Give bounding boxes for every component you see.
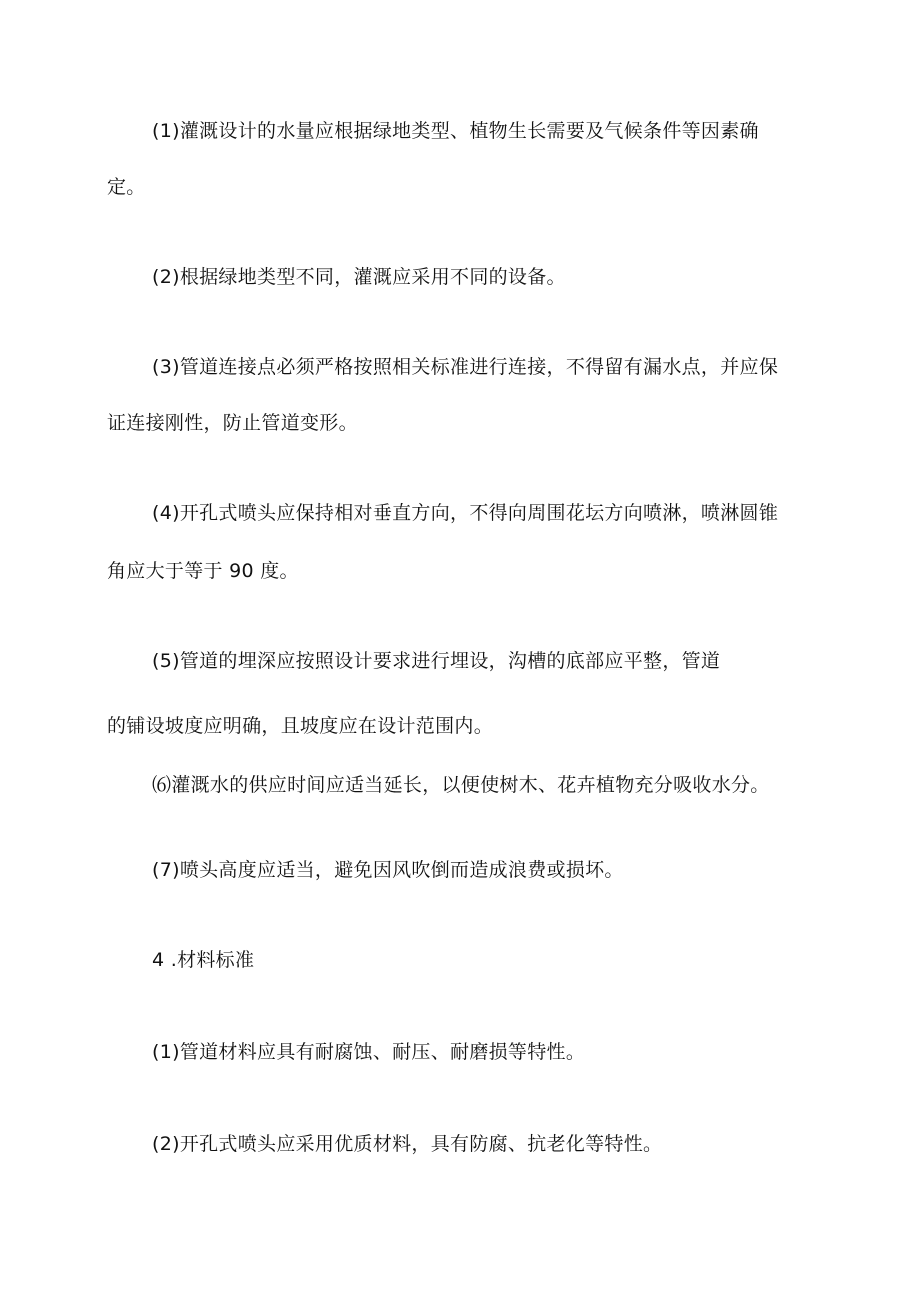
paragraph-6: ⑹灌溉水的供应时间应适当延长，以便使树木、花卉植物充分吸收水分。	[152, 774, 770, 796]
paragraph-4-line-2: 角应大于等于 90 度。	[107, 560, 299, 582]
paragraph-7: (7)喷头高度应适当，避免因风吹倒而造成浪费或损坏。	[152, 859, 624, 881]
paragraph-4-line-1: (4)开孔式喷头应保持相对垂直方向，不得向周围花坛方向喷淋，喷淋圆锥	[152, 502, 779, 524]
material-paragraph-1: (1)管道材料应具有耐腐蚀、耐压、耐磨损等特性。	[152, 1041, 586, 1063]
paragraph-1-line-2: 定。	[107, 176, 146, 198]
paragraph-2: (2)根据绿地类型不同，灌溉应采用不同的设备。	[152, 266, 566, 288]
section-heading: 4 .材料标准	[152, 949, 255, 971]
paragraph-5-line-2: 的铺设坡度应明确，且坡度应在设计范围内。	[107, 715, 494, 737]
material-paragraph-2: (2)开孔式喷头应采用优质材料，具有防腐、抗老化等特性。	[152, 1133, 663, 1155]
paragraph-5-line-1: (5)管道的埋深应按照设计要求进行埋设，沟槽的底部应平整，管道	[152, 650, 721, 672]
paragraph-1-line-1: (1)灌溉设计的水量应根据绿地类型、植物生长需要及气候条件等因素确	[152, 120, 759, 142]
paragraph-3-line-1: (3)管道连接点必须严格按照相关标准进行连接，不得留有漏水点，并应保	[152, 356, 779, 378]
paragraph-3-line-2: 证连接刚性，防止管道变形。	[107, 412, 358, 434]
